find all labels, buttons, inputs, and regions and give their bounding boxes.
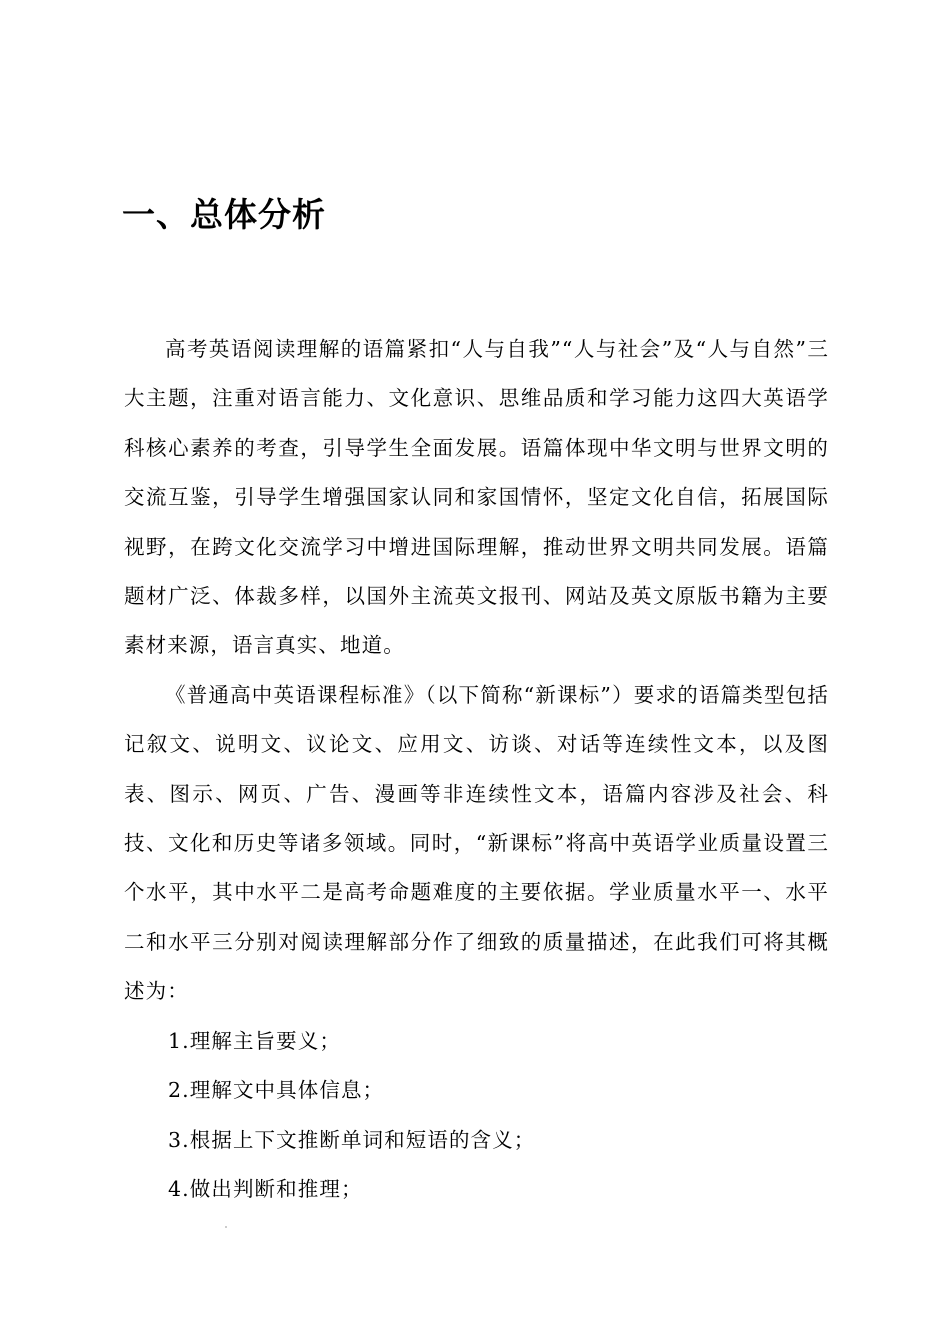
list-item-specific-info: 2.理解文中具体信息；	[168, 1078, 385, 1103]
paragraph-curriculum-standard: 《普通高中英语课程标准》（以下简称“新课标”）要求的语篇类型包括记叙文、说明文、议论文、应用文、访谈、对话等连续性文本，以及图表、图示、网页、广告、漫画等非连续性文本，语篇内容涉及社会、科技、文化和历史等诸多领域。同时，“新课标”将高中英语学业质量设置三个水平，其中水平二是高考命题难度的主要依据。学业质量水平一、水平二和水平三分别对阅读理解部分作了细致的质量描述，在此我们可将其概述为：	[124, 682, 829, 1004]
section-heading: 一、总体分析	[122, 195, 326, 234]
list-item-word-meaning: 3.根据上下文推断单词和短语的含义；	[168, 1127, 536, 1152]
list-item-main-idea: 1.理解主旨要义；	[168, 1028, 341, 1053]
body-text	[124, 325, 829, 1214]
scan-speck	[225, 1226, 227, 1228]
list-item-inference: 4.做出判断和推理；	[168, 1176, 363, 1201]
paragraph-overview: 高考英语阅读理解的语篇紧扣“人与自我”“人与社会”及“人与自然”三大主题，注重对语言能力、文化意识、思维品质和学习能力这四大英语学科核心素养的考查，引导学生全面发展。语篇体现中华文明与世界文明的交流互鉴，引导学生增强国家认同和家国情怀，坚定文化自信，拓展国际视野，在跨文化交流学习中增进国际理解，推动世界文明共同发展。语篇题材广泛、体裁多样，以国外主流英文报刊、网站及英文原版书籍为主要素材来源，语言真实、地道。	[124, 337, 829, 658]
